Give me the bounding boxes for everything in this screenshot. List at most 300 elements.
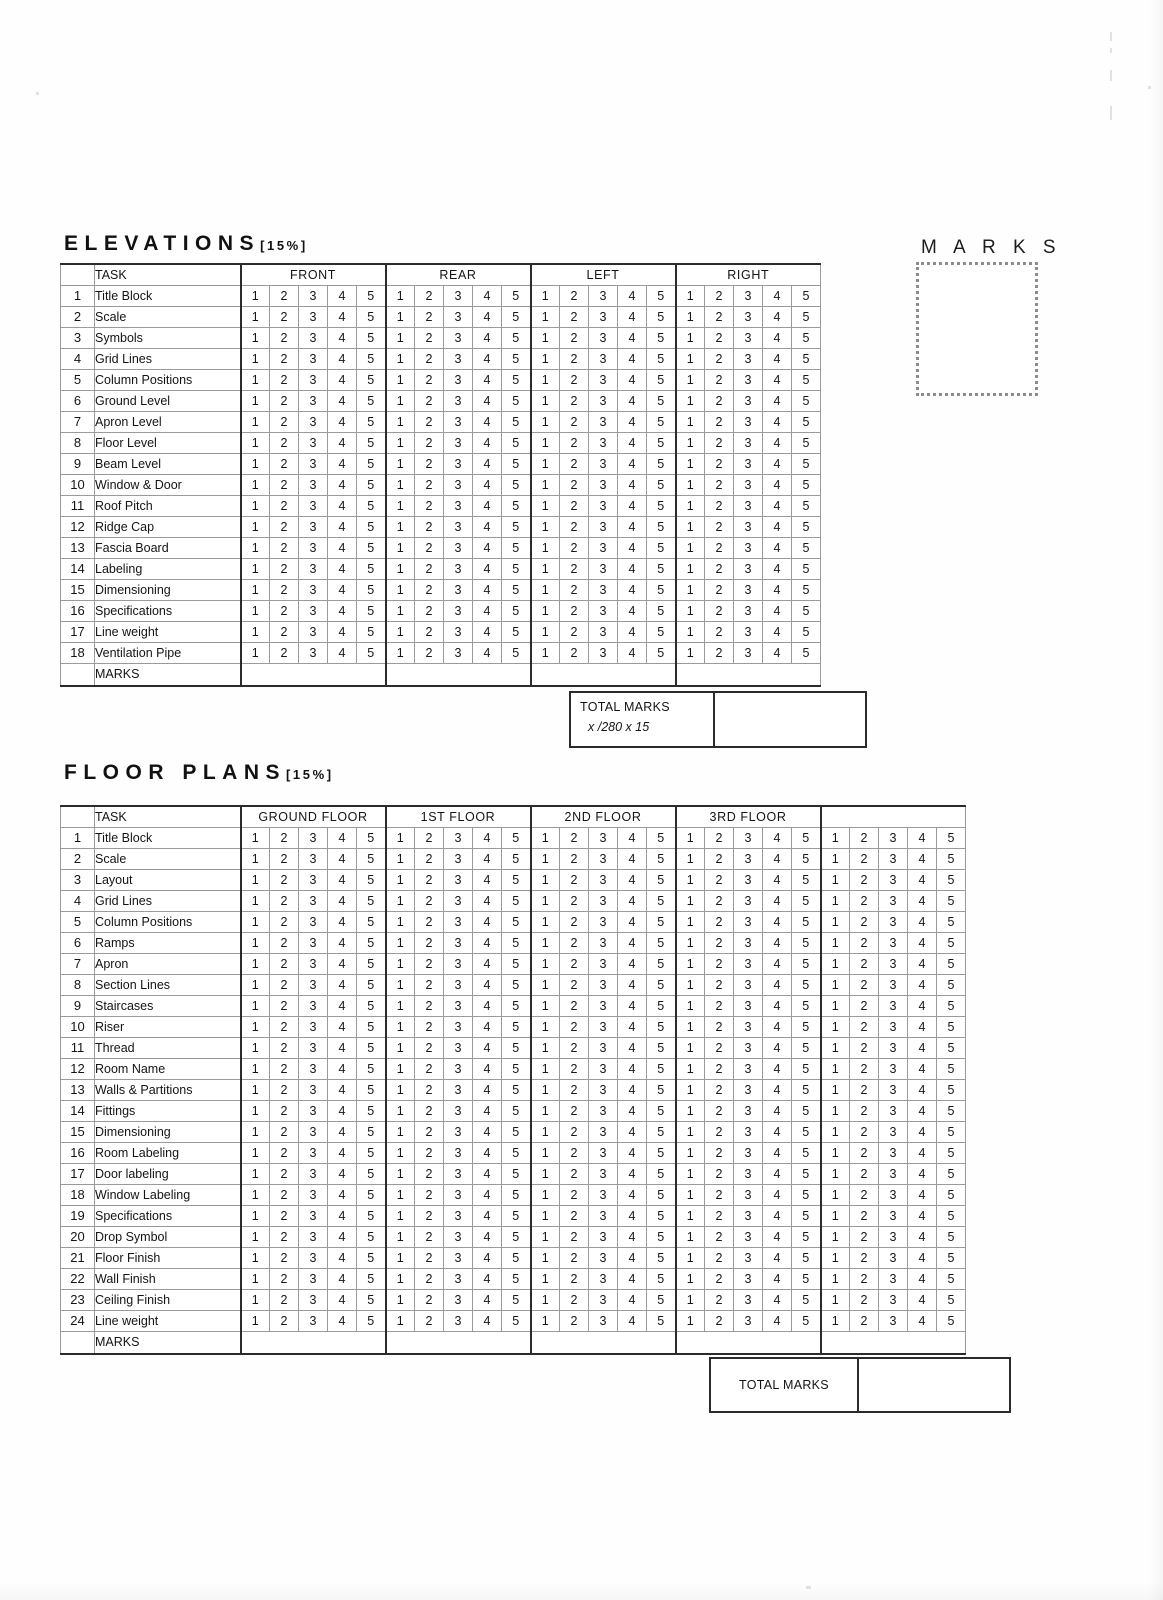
score-cell[interactable]: 5 xyxy=(647,306,676,327)
score-cell[interactable]: 1 xyxy=(676,495,705,516)
score-cell[interactable]: 4 xyxy=(763,516,792,537)
floor-plans-total-marks-entry[interactable] xyxy=(859,1357,1011,1413)
score-cell[interactable]: 1 xyxy=(821,827,850,848)
score-cell[interactable]: 1 xyxy=(531,911,560,932)
score-cell[interactable]: 1 xyxy=(386,1289,415,1310)
score-cell[interactable]: 5 xyxy=(792,1079,821,1100)
score-cell[interactable]: 5 xyxy=(502,1205,531,1226)
score-cell[interactable]: 2 xyxy=(270,1310,299,1331)
score-cell[interactable]: 3 xyxy=(444,1310,473,1331)
score-cell[interactable]: 4 xyxy=(618,390,647,411)
score-cell[interactable]: 4 xyxy=(618,495,647,516)
score-cell[interactable]: 3 xyxy=(299,1310,328,1331)
score-cell[interactable]: 3 xyxy=(299,642,328,663)
score-cell[interactable]: 3 xyxy=(444,1058,473,1079)
score-cell[interactable]: 3 xyxy=(589,827,618,848)
score-cell[interactable]: 3 xyxy=(444,558,473,579)
score-cell[interactable]: 1 xyxy=(241,1121,270,1142)
score-cell[interactable]: 2 xyxy=(270,827,299,848)
score-cell[interactable]: 5 xyxy=(937,848,966,869)
score-cell[interactable]: 5 xyxy=(502,1268,531,1289)
score-cell[interactable]: 2 xyxy=(560,516,589,537)
score-cell[interactable]: 1 xyxy=(241,1100,270,1121)
score-cell[interactable]: 4 xyxy=(618,474,647,495)
score-cell[interactable]: 3 xyxy=(299,306,328,327)
score-cell[interactable]: 5 xyxy=(357,1247,386,1268)
score-cell[interactable]: 1 xyxy=(676,1289,705,1310)
score-cell[interactable]: 5 xyxy=(502,1100,531,1121)
score-cell[interactable]: 5 xyxy=(647,432,676,453)
score-cell[interactable]: 2 xyxy=(560,890,589,911)
score-cell[interactable]: 2 xyxy=(850,827,879,848)
score-cell[interactable]: 1 xyxy=(241,1142,270,1163)
score-cell[interactable]: 1 xyxy=(676,390,705,411)
score-cell[interactable]: 1 xyxy=(531,558,560,579)
score-cell[interactable]: 3 xyxy=(734,974,763,995)
score-cell[interactable]: 2 xyxy=(705,411,734,432)
score-cell[interactable]: 2 xyxy=(705,974,734,995)
score-cell[interactable]: 1 xyxy=(241,932,270,953)
score-cell[interactable]: 3 xyxy=(589,1289,618,1310)
score-cell[interactable]: 5 xyxy=(647,1247,676,1268)
score-cell[interactable]: 1 xyxy=(531,827,560,848)
score-cell[interactable]: 1 xyxy=(531,537,560,558)
score-cell[interactable]: 2 xyxy=(415,974,444,995)
score-cell[interactable]: 5 xyxy=(357,1268,386,1289)
score-cell[interactable]: 3 xyxy=(444,1289,473,1310)
score-cell[interactable]: 2 xyxy=(560,1184,589,1205)
score-cell[interactable]: 4 xyxy=(618,432,647,453)
score-cell[interactable]: 2 xyxy=(415,869,444,890)
score-cell[interactable]: 5 xyxy=(647,537,676,558)
score-cell[interactable]: 1 xyxy=(531,1184,560,1205)
score-cell[interactable]: 5 xyxy=(647,869,676,890)
score-cell[interactable]: 2 xyxy=(850,1205,879,1226)
score-cell[interactable]: 4 xyxy=(908,1163,937,1184)
score-cell[interactable]: 5 xyxy=(357,848,386,869)
score-cell[interactable]: 5 xyxy=(647,369,676,390)
score-cell[interactable]: 3 xyxy=(299,869,328,890)
score-cell[interactable]: 4 xyxy=(908,1142,937,1163)
score-cell[interactable]: 1 xyxy=(386,537,415,558)
score-cell[interactable]: 4 xyxy=(618,1037,647,1058)
score-cell[interactable]: 3 xyxy=(734,1016,763,1037)
score-cell[interactable]: 5 xyxy=(937,1247,966,1268)
score-cell[interactable]: 3 xyxy=(444,932,473,953)
score-cell[interactable]: 5 xyxy=(937,1289,966,1310)
score-cell[interactable]: 4 xyxy=(908,848,937,869)
score-cell[interactable]: 4 xyxy=(908,953,937,974)
score-cell[interactable]: 5 xyxy=(937,995,966,1016)
score-cell[interactable]: 1 xyxy=(386,600,415,621)
score-cell[interactable]: 1 xyxy=(531,306,560,327)
score-cell[interactable]: 4 xyxy=(618,453,647,474)
score-cell[interactable]: 3 xyxy=(879,1100,908,1121)
score-cell[interactable]: 3 xyxy=(299,1163,328,1184)
score-cell[interactable]: 2 xyxy=(415,1163,444,1184)
score-cell[interactable]: 4 xyxy=(908,1079,937,1100)
score-cell[interactable]: 1 xyxy=(241,453,270,474)
score-cell[interactable]: 1 xyxy=(531,432,560,453)
score-cell[interactable]: 4 xyxy=(473,1079,502,1100)
score-cell[interactable]: 2 xyxy=(415,495,444,516)
score-cell[interactable]: 3 xyxy=(299,1121,328,1142)
score-cell[interactable]: 4 xyxy=(763,1247,792,1268)
score-cell[interactable]: 3 xyxy=(879,890,908,911)
score-cell[interactable]: 1 xyxy=(241,1016,270,1037)
score-cell[interactable]: 5 xyxy=(937,1079,966,1100)
score-cell[interactable]: 3 xyxy=(589,474,618,495)
score-cell[interactable]: 1 xyxy=(386,848,415,869)
marks-total-entry[interactable] xyxy=(531,663,676,686)
score-cell[interactable]: 5 xyxy=(792,600,821,621)
score-cell[interactable]: 2 xyxy=(560,306,589,327)
score-cell[interactable]: 4 xyxy=(763,369,792,390)
score-cell[interactable]: 1 xyxy=(676,827,705,848)
score-cell[interactable]: 5 xyxy=(502,285,531,306)
score-cell[interactable]: 1 xyxy=(386,495,415,516)
score-cell[interactable]: 4 xyxy=(763,1226,792,1247)
score-cell[interactable]: 4 xyxy=(328,558,357,579)
score-cell[interactable]: 2 xyxy=(270,411,299,432)
score-cell[interactable]: 3 xyxy=(589,1058,618,1079)
score-cell[interactable]: 3 xyxy=(299,1205,328,1226)
score-cell[interactable]: 5 xyxy=(792,621,821,642)
score-cell[interactable]: 1 xyxy=(531,621,560,642)
score-cell[interactable]: 2 xyxy=(560,1100,589,1121)
score-cell[interactable]: 3 xyxy=(444,537,473,558)
score-cell[interactable]: 3 xyxy=(444,1016,473,1037)
score-cell[interactable]: 5 xyxy=(502,621,531,642)
score-cell[interactable]: 3 xyxy=(589,537,618,558)
score-cell[interactable]: 2 xyxy=(270,327,299,348)
score-cell[interactable]: 3 xyxy=(734,579,763,600)
score-cell[interactable]: 5 xyxy=(502,1016,531,1037)
score-cell[interactable]: 2 xyxy=(705,1205,734,1226)
score-cell[interactable]: 5 xyxy=(792,537,821,558)
score-cell[interactable]: 4 xyxy=(473,306,502,327)
score-cell[interactable]: 4 xyxy=(908,827,937,848)
score-cell[interactable]: 4 xyxy=(763,1100,792,1121)
score-cell[interactable]: 4 xyxy=(473,537,502,558)
score-cell[interactable]: 5 xyxy=(647,1226,676,1247)
score-cell[interactable]: 4 xyxy=(473,932,502,953)
score-cell[interactable]: 5 xyxy=(357,1016,386,1037)
score-cell[interactable]: 3 xyxy=(299,369,328,390)
score-cell[interactable]: 3 xyxy=(879,1142,908,1163)
score-cell[interactable]: 5 xyxy=(502,995,531,1016)
score-cell[interactable]: 1 xyxy=(821,995,850,1016)
score-cell[interactable]: 2 xyxy=(270,558,299,579)
score-cell[interactable]: 3 xyxy=(299,453,328,474)
score-cell[interactable]: 1 xyxy=(386,453,415,474)
score-cell[interactable]: 3 xyxy=(299,285,328,306)
score-cell[interactable]: 2 xyxy=(560,411,589,432)
score-cell[interactable]: 3 xyxy=(299,1184,328,1205)
score-cell[interactable]: 5 xyxy=(792,1121,821,1142)
score-cell[interactable]: 4 xyxy=(618,827,647,848)
score-cell[interactable]: 5 xyxy=(937,1016,966,1037)
score-cell[interactable]: 3 xyxy=(879,974,908,995)
score-cell[interactable]: 3 xyxy=(299,327,328,348)
score-cell[interactable]: 2 xyxy=(415,1121,444,1142)
score-cell[interactable]: 1 xyxy=(821,932,850,953)
score-cell[interactable]: 4 xyxy=(763,1058,792,1079)
score-cell[interactable]: 1 xyxy=(386,558,415,579)
score-cell[interactable]: 2 xyxy=(705,1268,734,1289)
score-cell[interactable]: 1 xyxy=(821,1058,850,1079)
score-cell[interactable]: 1 xyxy=(241,1079,270,1100)
score-cell[interactable]: 1 xyxy=(386,1163,415,1184)
score-cell[interactable]: 2 xyxy=(415,285,444,306)
score-cell[interactable]: 5 xyxy=(502,495,531,516)
score-cell[interactable]: 1 xyxy=(386,827,415,848)
score-cell[interactable]: 4 xyxy=(908,911,937,932)
score-cell[interactable]: 1 xyxy=(676,890,705,911)
score-cell[interactable]: 3 xyxy=(444,579,473,600)
score-cell[interactable]: 2 xyxy=(270,1268,299,1289)
score-cell[interactable]: 1 xyxy=(386,1016,415,1037)
score-cell[interactable]: 2 xyxy=(705,1247,734,1268)
score-cell[interactable]: 5 xyxy=(502,474,531,495)
score-cell[interactable]: 2 xyxy=(850,1058,879,1079)
score-cell[interactable]: 4 xyxy=(328,848,357,869)
score-cell[interactable]: 4 xyxy=(908,1268,937,1289)
score-cell[interactable]: 1 xyxy=(821,848,850,869)
score-cell[interactable]: 1 xyxy=(386,932,415,953)
score-cell[interactable]: 5 xyxy=(357,869,386,890)
score-cell[interactable]: 4 xyxy=(473,327,502,348)
score-cell[interactable]: 2 xyxy=(415,827,444,848)
score-cell[interactable]: 3 xyxy=(589,869,618,890)
score-cell[interactable]: 3 xyxy=(299,1037,328,1058)
score-cell[interactable]: 3 xyxy=(589,579,618,600)
score-cell[interactable]: 2 xyxy=(850,1247,879,1268)
score-cell[interactable]: 1 xyxy=(386,516,415,537)
score-cell[interactable]: 4 xyxy=(328,869,357,890)
score-cell[interactable]: 3 xyxy=(589,848,618,869)
score-cell[interactable]: 2 xyxy=(850,848,879,869)
score-cell[interactable]: 3 xyxy=(444,621,473,642)
score-cell[interactable]: 3 xyxy=(589,642,618,663)
score-cell[interactable]: 4 xyxy=(328,953,357,974)
score-cell[interactable]: 5 xyxy=(647,495,676,516)
score-cell[interactable]: 3 xyxy=(589,285,618,306)
score-cell[interactable]: 3 xyxy=(734,495,763,516)
score-cell[interactable]: 4 xyxy=(618,1205,647,1226)
score-cell[interactable]: 4 xyxy=(618,890,647,911)
score-cell[interactable]: 4 xyxy=(618,1268,647,1289)
score-cell[interactable]: 4 xyxy=(763,537,792,558)
score-cell[interactable]: 1 xyxy=(241,621,270,642)
score-cell[interactable]: 2 xyxy=(705,537,734,558)
score-cell[interactable]: 1 xyxy=(386,1226,415,1247)
score-cell[interactable]: 2 xyxy=(850,953,879,974)
score-cell[interactable]: 1 xyxy=(386,1247,415,1268)
score-cell[interactable]: 4 xyxy=(763,1205,792,1226)
score-cell[interactable]: 2 xyxy=(415,516,444,537)
score-cell[interactable]: 1 xyxy=(531,1163,560,1184)
score-cell[interactable]: 5 xyxy=(357,1100,386,1121)
score-cell[interactable]: 4 xyxy=(763,827,792,848)
score-cell[interactable]: 3 xyxy=(299,621,328,642)
score-cell[interactable]: 2 xyxy=(270,621,299,642)
score-cell[interactable]: 4 xyxy=(618,285,647,306)
score-cell[interactable]: 1 xyxy=(531,848,560,869)
score-cell[interactable]: 2 xyxy=(705,1121,734,1142)
score-cell[interactable]: 5 xyxy=(502,1184,531,1205)
score-cell[interactable]: 2 xyxy=(560,453,589,474)
score-cell[interactable]: 2 xyxy=(560,600,589,621)
score-cell[interactable]: 3 xyxy=(589,411,618,432)
score-cell[interactable]: 5 xyxy=(502,911,531,932)
score-cell[interactable]: 5 xyxy=(357,285,386,306)
score-cell[interactable]: 5 xyxy=(647,974,676,995)
score-cell[interactable]: 4 xyxy=(473,285,502,306)
score-cell[interactable]: 2 xyxy=(560,474,589,495)
score-cell[interactable]: 5 xyxy=(357,558,386,579)
score-cell[interactable]: 1 xyxy=(531,995,560,1016)
score-cell[interactable]: 4 xyxy=(328,890,357,911)
score-cell[interactable]: 3 xyxy=(734,848,763,869)
score-cell[interactable]: 4 xyxy=(328,432,357,453)
score-cell[interactable]: 4 xyxy=(473,1100,502,1121)
score-cell[interactable]: 1 xyxy=(676,1310,705,1331)
score-cell[interactable]: 2 xyxy=(705,600,734,621)
score-cell[interactable]: 5 xyxy=(647,1163,676,1184)
score-cell[interactable]: 5 xyxy=(357,1205,386,1226)
score-cell[interactable]: 3 xyxy=(589,453,618,474)
score-cell[interactable]: 3 xyxy=(589,306,618,327)
score-cell[interactable]: 2 xyxy=(705,869,734,890)
score-cell[interactable]: 3 xyxy=(734,1226,763,1247)
score-cell[interactable]: 4 xyxy=(328,995,357,1016)
score-cell[interactable]: 3 xyxy=(299,1142,328,1163)
score-cell[interactable]: 5 xyxy=(937,1100,966,1121)
score-cell[interactable]: 3 xyxy=(299,1289,328,1310)
score-cell[interactable]: 5 xyxy=(792,432,821,453)
score-cell[interactable]: 4 xyxy=(763,1289,792,1310)
score-cell[interactable]: 2 xyxy=(850,1121,879,1142)
score-cell[interactable]: 2 xyxy=(705,827,734,848)
score-cell[interactable]: 5 xyxy=(357,974,386,995)
score-cell[interactable]: 1 xyxy=(386,1268,415,1289)
score-cell[interactable]: 4 xyxy=(328,327,357,348)
score-cell[interactable]: 4 xyxy=(908,890,937,911)
score-cell[interactable]: 4 xyxy=(618,974,647,995)
score-cell[interactable]: 1 xyxy=(241,890,270,911)
score-cell[interactable]: 3 xyxy=(444,600,473,621)
score-cell[interactable]: 3 xyxy=(444,285,473,306)
score-cell[interactable]: 5 xyxy=(792,1016,821,1037)
score-cell[interactable]: 2 xyxy=(270,1016,299,1037)
score-cell[interactable]: 5 xyxy=(647,621,676,642)
score-cell[interactable]: 4 xyxy=(908,1037,937,1058)
score-cell[interactable]: 3 xyxy=(879,869,908,890)
score-cell[interactable]: 1 xyxy=(241,348,270,369)
score-cell[interactable]: 1 xyxy=(531,1247,560,1268)
score-cell[interactable]: 5 xyxy=(647,1268,676,1289)
score-cell[interactable]: 1 xyxy=(821,1016,850,1037)
score-cell[interactable]: 2 xyxy=(850,1037,879,1058)
marks-total-entry[interactable] xyxy=(241,663,386,686)
score-cell[interactable]: 3 xyxy=(734,642,763,663)
score-cell[interactable]: 1 xyxy=(241,411,270,432)
score-cell[interactable]: 4 xyxy=(328,827,357,848)
score-cell[interactable]: 2 xyxy=(705,642,734,663)
score-cell[interactable]: 5 xyxy=(502,1121,531,1142)
score-cell[interactable]: 2 xyxy=(415,1100,444,1121)
score-cell[interactable]: 2 xyxy=(560,1163,589,1184)
score-cell[interactable]: 2 xyxy=(270,453,299,474)
score-cell[interactable]: 5 xyxy=(792,1310,821,1331)
score-cell[interactable]: 5 xyxy=(502,600,531,621)
marks-total-entry[interactable] xyxy=(676,663,821,686)
score-cell[interactable]: 3 xyxy=(299,827,328,848)
score-cell[interactable]: 3 xyxy=(589,1226,618,1247)
score-cell[interactable]: 4 xyxy=(473,432,502,453)
score-cell[interactable]: 4 xyxy=(328,1121,357,1142)
score-cell[interactable]: 5 xyxy=(792,1289,821,1310)
score-cell[interactable]: 1 xyxy=(241,995,270,1016)
score-cell[interactable]: 1 xyxy=(241,432,270,453)
score-cell[interactable]: 5 xyxy=(502,953,531,974)
score-cell[interactable]: 1 xyxy=(821,890,850,911)
score-cell[interactable]: 2 xyxy=(560,911,589,932)
score-cell[interactable]: 4 xyxy=(328,600,357,621)
score-cell[interactable]: 3 xyxy=(299,474,328,495)
score-cell[interactable]: 3 xyxy=(299,953,328,974)
score-cell[interactable]: 1 xyxy=(386,1121,415,1142)
score-cell[interactable]: 5 xyxy=(937,932,966,953)
score-cell[interactable]: 4 xyxy=(763,995,792,1016)
score-cell[interactable]: 1 xyxy=(676,306,705,327)
score-cell[interactable]: 1 xyxy=(241,827,270,848)
score-cell[interactable]: 1 xyxy=(676,911,705,932)
score-cell[interactable]: 1 xyxy=(531,974,560,995)
score-cell[interactable]: 1 xyxy=(821,1142,850,1163)
score-cell[interactable]: 3 xyxy=(444,390,473,411)
score-cell[interactable]: 3 xyxy=(879,848,908,869)
score-cell[interactable]: 5 xyxy=(502,1247,531,1268)
score-cell[interactable]: 1 xyxy=(386,953,415,974)
score-cell[interactable]: 3 xyxy=(299,432,328,453)
score-cell[interactable]: 4 xyxy=(763,285,792,306)
score-cell[interactable]: 2 xyxy=(270,890,299,911)
score-cell[interactable]: 4 xyxy=(763,1142,792,1163)
score-cell[interactable]: 5 xyxy=(502,869,531,890)
score-cell[interactable]: 4 xyxy=(473,1121,502,1142)
score-cell[interactable]: 3 xyxy=(589,1268,618,1289)
score-cell[interactable]: 3 xyxy=(879,827,908,848)
score-cell[interactable]: 3 xyxy=(299,911,328,932)
score-cell[interactable]: 5 xyxy=(357,537,386,558)
score-cell[interactable]: 4 xyxy=(908,869,937,890)
score-cell[interactable]: 3 xyxy=(299,1268,328,1289)
score-cell[interactable]: 5 xyxy=(502,558,531,579)
score-cell[interactable]: 5 xyxy=(792,1037,821,1058)
score-cell[interactable]: 5 xyxy=(792,890,821,911)
score-cell[interactable]: 4 xyxy=(618,1058,647,1079)
score-cell[interactable]: 1 xyxy=(386,306,415,327)
score-cell[interactable]: 1 xyxy=(821,974,850,995)
score-cell[interactable]: 5 xyxy=(357,348,386,369)
score-cell[interactable]: 4 xyxy=(763,1163,792,1184)
score-cell[interactable]: 2 xyxy=(415,327,444,348)
score-cell[interactable]: 5 xyxy=(502,932,531,953)
elevations-total-marks-entry[interactable] xyxy=(715,691,867,748)
score-cell[interactable]: 5 xyxy=(647,579,676,600)
